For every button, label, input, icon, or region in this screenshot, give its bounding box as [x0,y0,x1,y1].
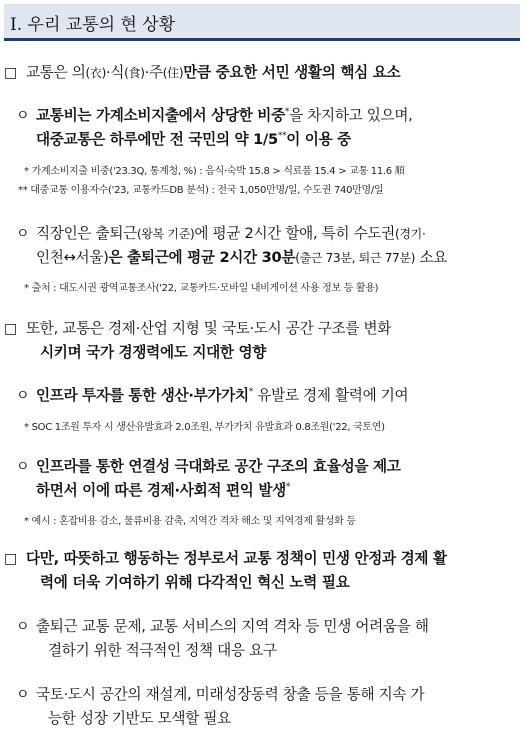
s2-b2-line2 [36,481,290,501]
footnote-mark: * [285,482,291,493]
footnote-mark: ** [277,131,287,142]
text: 시키며 국가 경쟁력에도 지대한 영향 [40,344,267,361]
s3-b2-line2 [48,709,231,729]
s1-b1-note2: ** 대중교통 이용자수('23, 교통카드DB 분석) : 전국 1,050만명/일, 수도권 740만명/일 [18,185,384,196]
text: 하면서 이에 따른 경제·사회적 편익 발생 [36,482,286,499]
s1-b1-line1 [36,106,413,126]
circle-bullet-icon: ㅇ [16,226,30,242]
s3-b1-line2 [48,641,277,661]
circle-bullet-icon: ㅇ [16,108,30,124]
square-bullet-icon: □ [4,65,18,81]
text: ·식 [106,64,125,81]
square-bullet-icon: □ [4,321,18,337]
text: (경기· [394,227,426,241]
section3-heading-line1 [26,549,447,569]
text: 출퇴근 교통 문제, 교통 서비스의 지역 격차 등 민생 어려움을 해 [36,618,429,635]
text: 교통은 의 [26,64,86,81]
s1-b2-line1 [36,224,425,244]
text: 소요 [415,249,448,266]
text: 인천↔서울) [36,249,109,266]
text: ·주 [144,64,163,81]
text: 인프라 투자를 통한 생산·부가가치 [36,387,249,404]
s1-b1-line2 [36,130,351,150]
s1-b1-note1: * 가계소비지출 비중('23.3Q, 통계청, %) : 음식·숙박 15.8 > 식료품 15.4 > 교통 11.6 順 [24,166,405,177]
s2-b1-line1 [36,386,408,406]
section-title: Ⅰ. 우리 교통의 현 상황 [10,15,176,35]
text: (왕복 기준) [136,227,195,241]
text: 에 평균 2시간 할애, 특히 수도권 [194,225,395,242]
text: 만큼 중요한 서민 생활의 핵심 요소 [183,64,401,81]
text: 이 이용 중 [286,131,351,148]
s1-b2-note: * 출처 : 대도시권 광역교통조사('22, 교통카드·모바일 내비게이션 사용 정보 등 활용) [24,283,379,294]
circle-bullet-icon: ㅇ [16,459,30,475]
circle-bullet-icon: ㅇ [16,687,30,703]
section1-heading [26,63,400,83]
text: 다만, 따뜻하고 행동하는 정부로서 교통 정책이 민생 안정과 경제 활 [26,550,447,567]
circle-bullet-icon: ㅇ [16,619,30,635]
text: 유발로 경제 활력에 기여 [252,387,409,404]
text: 을 차지하고 있으며, [289,107,413,124]
text: 또한, 교통은 경제·산업 지형 및 국토·도시 공간 구조를 변화 [26,320,392,337]
s3-b2-line1 [36,685,424,705]
s2-b1-note: * SOC 1조원 투자 시 생산유발효과 2.0조원, 부가가치 유발효과 0.8조원('22, 국토연) [24,422,385,433]
text: 교통비는 가계소비지출에서 상당한 비중 [36,107,285,124]
section2-heading-line1 [26,319,391,339]
text: 결하기 위한 적극적인 정책 대응 요구 [48,642,277,659]
text: 력에 더욱 기여하기 위해 다각적인 혁신 노력 필요 [40,574,350,591]
text: 인프라를 통한 연결성 극대화로 공간 구조의 효율성을 제고 [36,458,401,475]
footnote-mark: * [248,387,253,398]
square-bullet-icon: □ [4,551,18,567]
text: (출근 73분, 퇴근 77분) [295,251,416,265]
text: 직장인은 출퇴근 [36,225,137,242]
text: (食) [124,66,145,80]
text: 대중교통은 하루에만 전 국민의 약 1/5 [36,131,278,148]
s2-b2-note: * 예시 : 혼잡비용 감소, 물류비용 감축, 지역간 격차 해소 및 지역경제 활성화 등 [24,516,356,527]
s2-b2-line1 [36,457,401,477]
s3-b1-line1 [36,617,429,637]
text: 능한 성장 기반도 모색할 필요 [48,710,231,727]
text: 은 출퇴근에 평균 2시간 30분 [108,249,296,266]
section2-heading-line2 [40,343,266,363]
text: 국토·도시 공간의 재설계, 미래성장동력 창출 등을 통해 지속 가 [36,686,425,703]
section-title-bar [4,4,520,41]
footnote-mark: * [284,107,290,118]
s1-b2-line2 [36,248,447,268]
text: (住) [162,66,184,80]
circle-bullet-icon: ㅇ [16,388,30,404]
text: (衣) [85,66,106,80]
section3-heading-line2 [40,573,349,593]
